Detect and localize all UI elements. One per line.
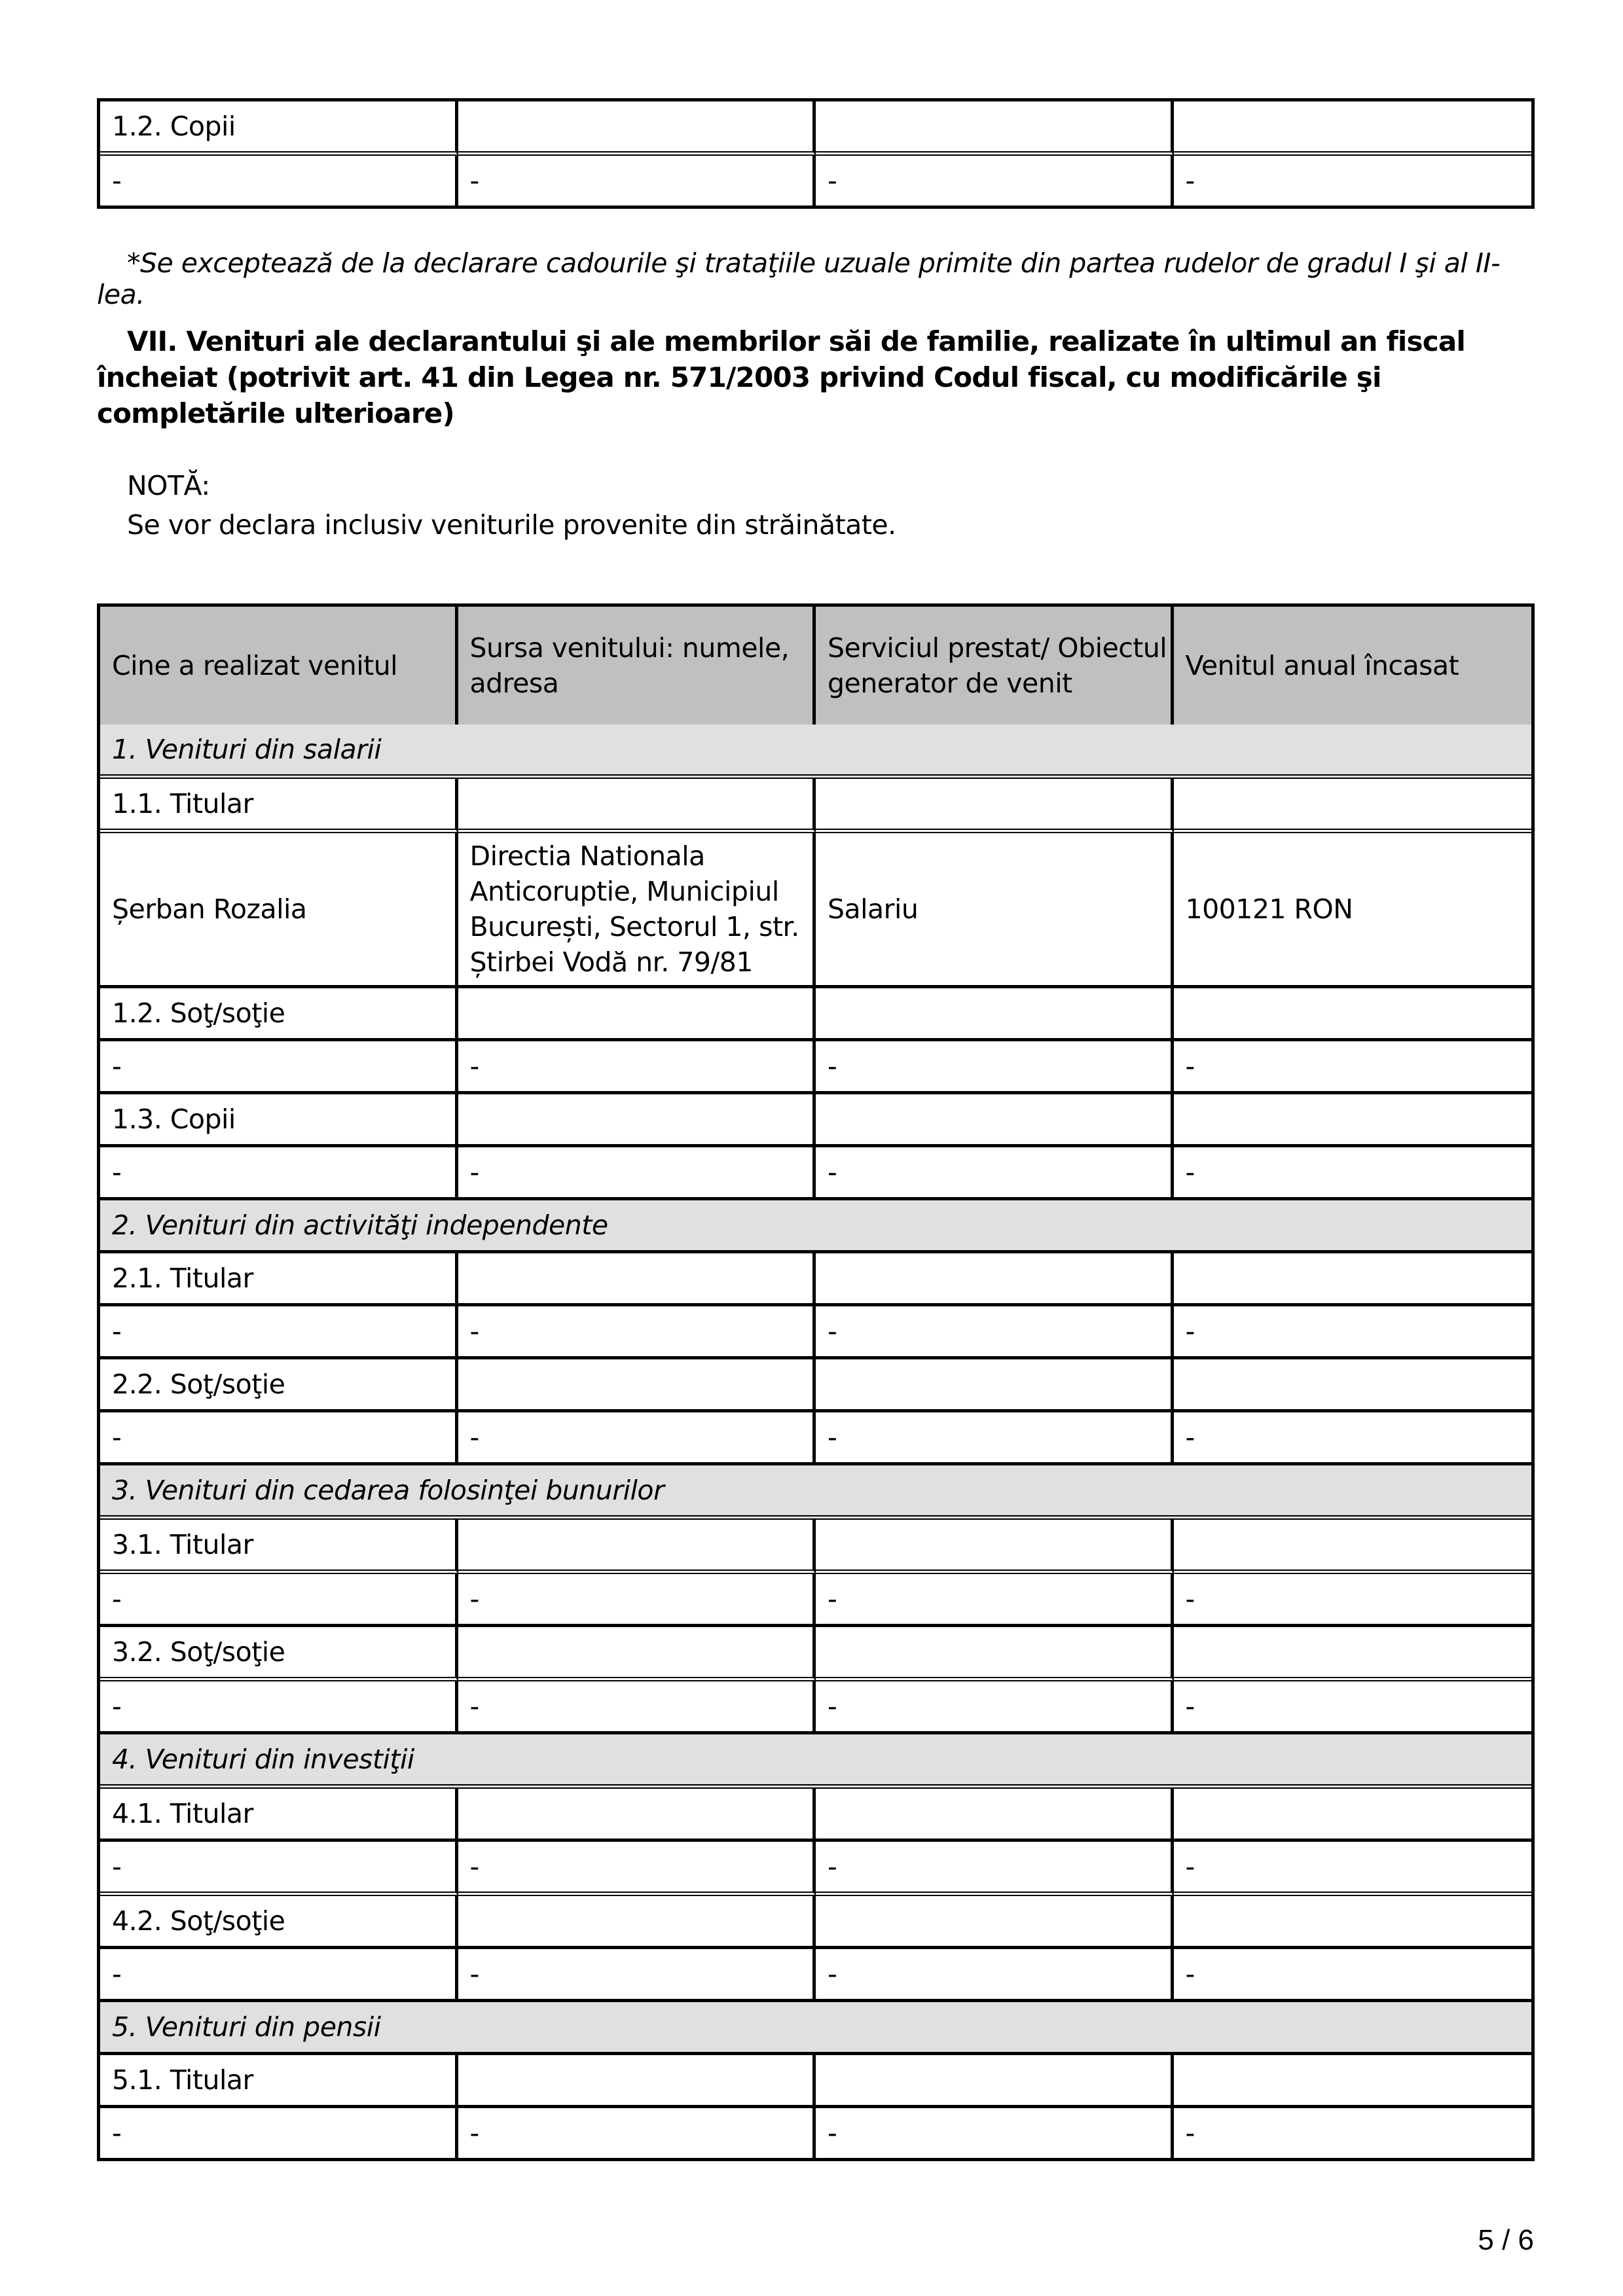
table-cell: - [100,1949,458,2002]
table-cell: 4.1. Titular [100,1789,458,1842]
section-row [100,1200,1531,1253]
table-cell: - [816,1041,1174,1094]
table-cell: - [458,1574,816,1627]
table-cell: 2.2. Soţ/soţie [100,1359,458,1412]
table-cell [458,101,816,156]
table-cell: - [1174,1306,1532,1359]
table-cell: - [1185,2117,1195,2149]
table-cell: - [816,1147,1174,1200]
table-cell: 1.2. Copii [100,101,458,156]
table-cell [816,1094,1174,1147]
note-text: Se vor declara inclusiv veniturile provenite din străinătate. [127,509,896,541]
table-cell: 5.1. Titular [100,2055,458,2108]
section-row [100,725,1531,779]
table-cell [458,1253,816,1306]
table-cell: - [100,1842,458,1896]
table-cell [1174,101,1532,156]
table-cell [1174,1627,1532,1681]
table-cell [816,101,1174,156]
table-cell: - [458,1681,816,1734]
table-cell: - [1174,1041,1532,1094]
table-cell [458,1627,816,1681]
table-cell: 1.2. Soţ/soţie [100,988,458,1041]
section-vii-title: VII. Venituri ale declarantului şi ale membrilor săi de familie, realizate în ultimul an fiscal încheiat (potrivit art. 41 din Legea nr. 571/2003 privind Codul fiscal, cu modificările şi completările ulterioare) [97,325,1465,429]
table-cell: 4.2. Soţ/soţie [100,1896,458,1949]
table-cell [458,1520,816,1574]
table-cell: - [1174,1412,1532,1465]
table-cell [1174,988,1532,1041]
table-cell: - [458,1949,816,2002]
table-row [100,156,1531,206]
section-label: 4. Venituri din investiţii [100,1734,1531,1789]
column-header-source: Sursa venitului: numele, adresa [458,607,816,725]
table-cell [1174,1789,1532,1842]
table-row [100,988,1531,1041]
table-cell: 100121 RON [1174,833,1532,988]
table-row [100,1041,1531,1094]
table-row [100,1627,1531,1681]
table-cell: - [816,2108,1174,2158]
table-cell: - [458,1147,816,1200]
table-row [100,1949,1531,2002]
table-cell [1174,1359,1532,1412]
table-row [100,1896,1531,1949]
table-cell [458,1789,816,1842]
table-cell: - [816,1574,1174,1627]
children-continuation-table [97,98,1535,209]
income-table-body [100,725,1531,2158]
table-row [100,1359,1531,1412]
table-row [100,1789,1531,1842]
table-cell: - [100,1041,458,1094]
table-row [100,833,1531,988]
table-cell: 1.3. Copii [100,1094,458,1147]
table-cell: - [1174,1949,1532,2002]
table-cell: - [816,1306,1174,1359]
table-row [100,1412,1531,1465]
table-cell [1174,779,1532,833]
column-header-annual-income: Venitul anual încasat [1174,607,1532,725]
table-cell [1174,2055,1532,2108]
section-row [100,2002,1531,2055]
table-cell [458,779,816,833]
table-cell: - [458,1041,816,1094]
table-cell: - [1174,1574,1532,1627]
children-continuation-table-wrap [97,98,1535,209]
table-row [100,101,1531,156]
table-cell: - [100,1412,458,1465]
table-row [100,1253,1531,1306]
table-cell [816,1253,1174,1306]
table-row [100,1520,1531,1574]
table-cell [816,1789,1174,1842]
table-cell: - [458,1306,816,1359]
page-number: 5 / 6 [1478,2224,1534,2256]
table-cell: - [458,1842,816,1896]
column-header-who: Cine a realizat venitul [100,607,458,725]
table-cell: 2.1. Titular [100,1253,458,1306]
table-row [100,1147,1531,1200]
table-cell [816,1627,1174,1681]
table-cell: - [816,1949,1174,2002]
table-cell: - [816,1412,1174,1465]
table-row [100,2055,1531,2108]
table-cell [816,1359,1174,1412]
table-cell: - [816,1842,1174,1896]
table-row [100,1842,1531,1896]
table-cell: 3.1. Titular [100,1520,458,1574]
table-row [100,2108,1531,2158]
section-row [100,1465,1531,1520]
table-cell: - [458,156,816,206]
table-cell: - [100,1574,458,1627]
section-row [100,1734,1531,1789]
table-cell: - [1174,1147,1532,1200]
table-cell: Șerban Rozalia [100,833,458,988]
table-cell [458,988,816,1041]
table-cell: - [1174,1681,1532,1734]
income-table-header [100,607,1531,725]
table-cell [816,988,1174,1041]
table-cell [816,779,1174,833]
table-cell: 3.2. Soţ/soţie [100,1627,458,1681]
section-label: 1. Venituri din salarii [100,725,1531,779]
table-cell [458,2055,816,2108]
income-table [97,603,1535,2161]
table-cell: Directia Nationala Anticoruptie, Municipiul București, Sectorul 1, str. Știrbei Vodă nr. 79/81 [458,833,816,988]
table-cell [1174,1094,1532,1147]
table-cell: - [100,2108,458,2158]
table-cell: - [100,1681,458,1734]
table-cell: - [1185,165,1195,196]
note-block [127,466,896,545]
table-cell [1174,1520,1532,1574]
table-cell: Salariu [816,833,1174,988]
table-cell: - [458,2108,816,2158]
column-header-service: Serviciul prestat/ Obiectul generator de venit [816,607,1174,725]
table-cell: - [100,1147,458,1200]
note-label: NOTĂ: [127,470,210,501]
table-cell: - [816,1681,1174,1734]
gifts-footnote: *Se exceptează de la declarare cadourile şi trataţiile uzuale primite din partea rudelor de gradul I şi al II-lea. [97,247,1501,310]
table-cell: - [1174,1842,1532,1896]
table-cell: - [100,1306,458,1359]
table-row [100,1681,1531,1734]
section-label: 2. Venituri din activităţi independente [100,1200,1531,1253]
section-label: 5. Venituri din pensii [100,2002,1531,2055]
table-cell [816,1896,1174,1949]
section-label: 3. Venituri din cedarea folosinţei bunurilor [100,1465,1531,1520]
table-cell [458,1094,816,1147]
table-row [100,1574,1531,1627]
table-row [100,1094,1531,1147]
table-cell [458,1896,816,1949]
table-cell: - [458,1412,816,1465]
table-cell: - [100,156,458,206]
table-cell [458,1359,816,1412]
table-cell [816,2055,1174,2108]
table-cell [1174,1896,1532,1949]
table-cell [816,1520,1174,1574]
income-table-wrap [97,603,1535,2161]
table-cell: 1.1. Titular [100,779,458,833]
table-cell: - [816,156,1174,206]
table-row [100,1306,1531,1359]
table-row [100,779,1531,833]
table-cell [1174,1253,1532,1306]
